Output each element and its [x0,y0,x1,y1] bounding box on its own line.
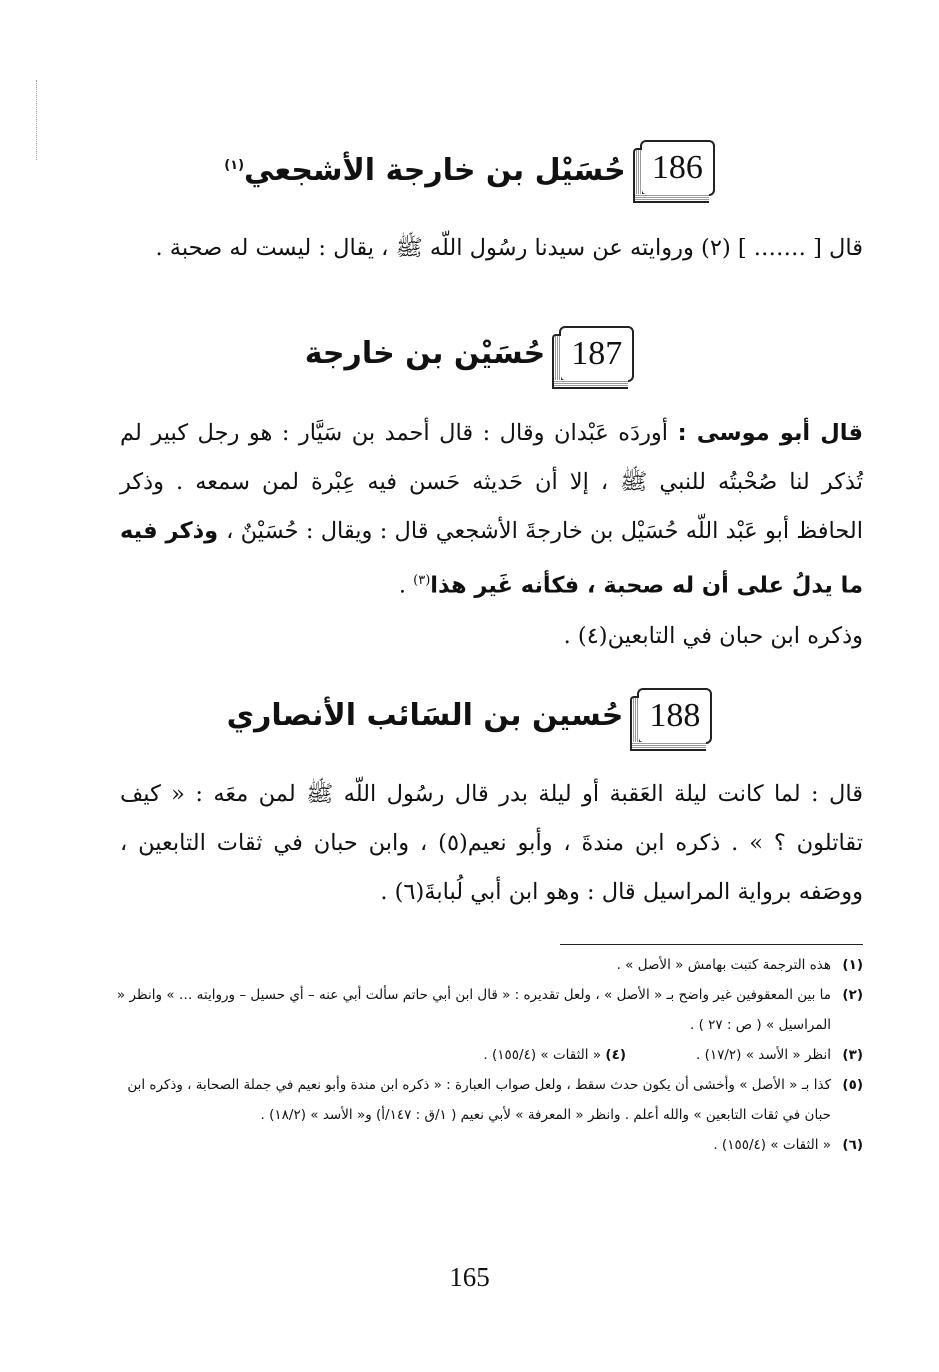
entry-187-body-2: وذكره ابن حبان في التابعين(٤) . [563,623,863,649]
footnote [112,1040,863,1070]
entry-number-box: 186 [640,140,715,196]
footnote-text: كذا بـ « الأصل » وأخشى أن يكون حدث سقط ، ولعل صواب العبارة : « ذكره ابن مندة وأبو نعيم في جملة الصحابة ، وذكره ابن حبان في ثقات التابعين » والله أعلم . وانظر « المعرفة » لأبي نعيم ( ١/ق : ١٤٧/أ) و« الأسد » (١٨/٢) . [127,1077,831,1123]
footnote-number: (٣) [842,1047,863,1063]
footnote-text: انظر « الأسد » (١٧/٢) . [695,1047,831,1063]
entry-186-heading [0,140,939,196]
footnote [112,980,863,1040]
footnote-divider [560,944,863,945]
entry-number-box: 188 [637,688,712,744]
footnote [112,1070,863,1130]
footnote-number: (٢) [842,987,863,1003]
entry-187-heading [0,326,939,382]
footnote-number: (٥) [842,1077,863,1093]
footnotes [112,950,863,1160]
entry-title: حُسَيْل بن خارجة الأشجعي$^{(١)}$ [224,152,626,188]
entry-188-heading [0,688,939,744]
footnote-text: ما بين المعقوفين غير واضح بـ « الأصل » ، ولعل تقديره : « قال ابن أبي حاتم سألت أبي عنه – أي حسيل – وروايته … » وانظر « المراسيل » ( ص : ٢٧ ) . [116,987,831,1033]
footnote [112,1130,863,1160]
entry-title: حُسَيْن بن خارجة [304,336,546,371]
page-number: 165 [449,1262,490,1292]
footnote [112,950,863,980]
footnote-number: (٦) [842,1137,863,1153]
footnote-number: (٤) [605,1047,626,1063]
footnote-ref: (١) [224,157,245,173]
footnote-text: هذه الترجمة كتبت بهامش « الأصل » . [616,957,831,973]
footnote-ref: (٣) [413,573,431,588]
entry-187-body: قال أبو موسى : أوردَه عَبْدان وقال : قال أحمد بن سَيَّار : هو رجل كبير لم تُذكر لنا صُحْبتُه للنبي ﷺ ، إلا أن حَديثه حَسن فيه عِبْرة لمن سمعه . وذكر الحافظ أبو عَبْد اللّه حُسَيْل بن خارجةَ الأشجعي قال : ويقال : حُسَيْنٌ ، وذكر فيه ما يدلُ على أن له صحبة ، فكأنه غَير هذا$^{(٣)}$ . [120,420,864,599]
footnote-text: « الثقات » (١٥٥/٤) . [483,1047,602,1063]
entry-186-body: قال [ ……. ] (٢) وروايته عن سيدنا رسُول اللّه ﷺ ، يقال : ليست له صحبة . [155,235,863,261]
footnote-number: (١) [842,957,863,973]
source-label: قال أبو موسى : [677,420,863,446]
entry-number-box: 187 [559,326,634,382]
emphasized-text: وذكر فيه ما يدلُ على أن له صحبة ، فكأنه غَير هذا [120,518,863,599]
footnote-text: « الثقات » (١٥٥/٤) . [713,1137,831,1153]
entry-title: حُسين بن السَائب الأنصاري [226,698,624,733]
entry-188-body: قال : لما كانت ليلة العَقبة أو ليلة بدر قال رسُول اللّه ﷺ لمن معَه : « كيف تقاتلون ؟ » . ذكره ابن مندةَ ، وأبو نعيم(٥) ، وابن حبان في ثقات التابعين ، ووصَفه برواية المراسيل قال : وهو ابن أبي لُبابةَ(٦) . [120,781,863,905]
